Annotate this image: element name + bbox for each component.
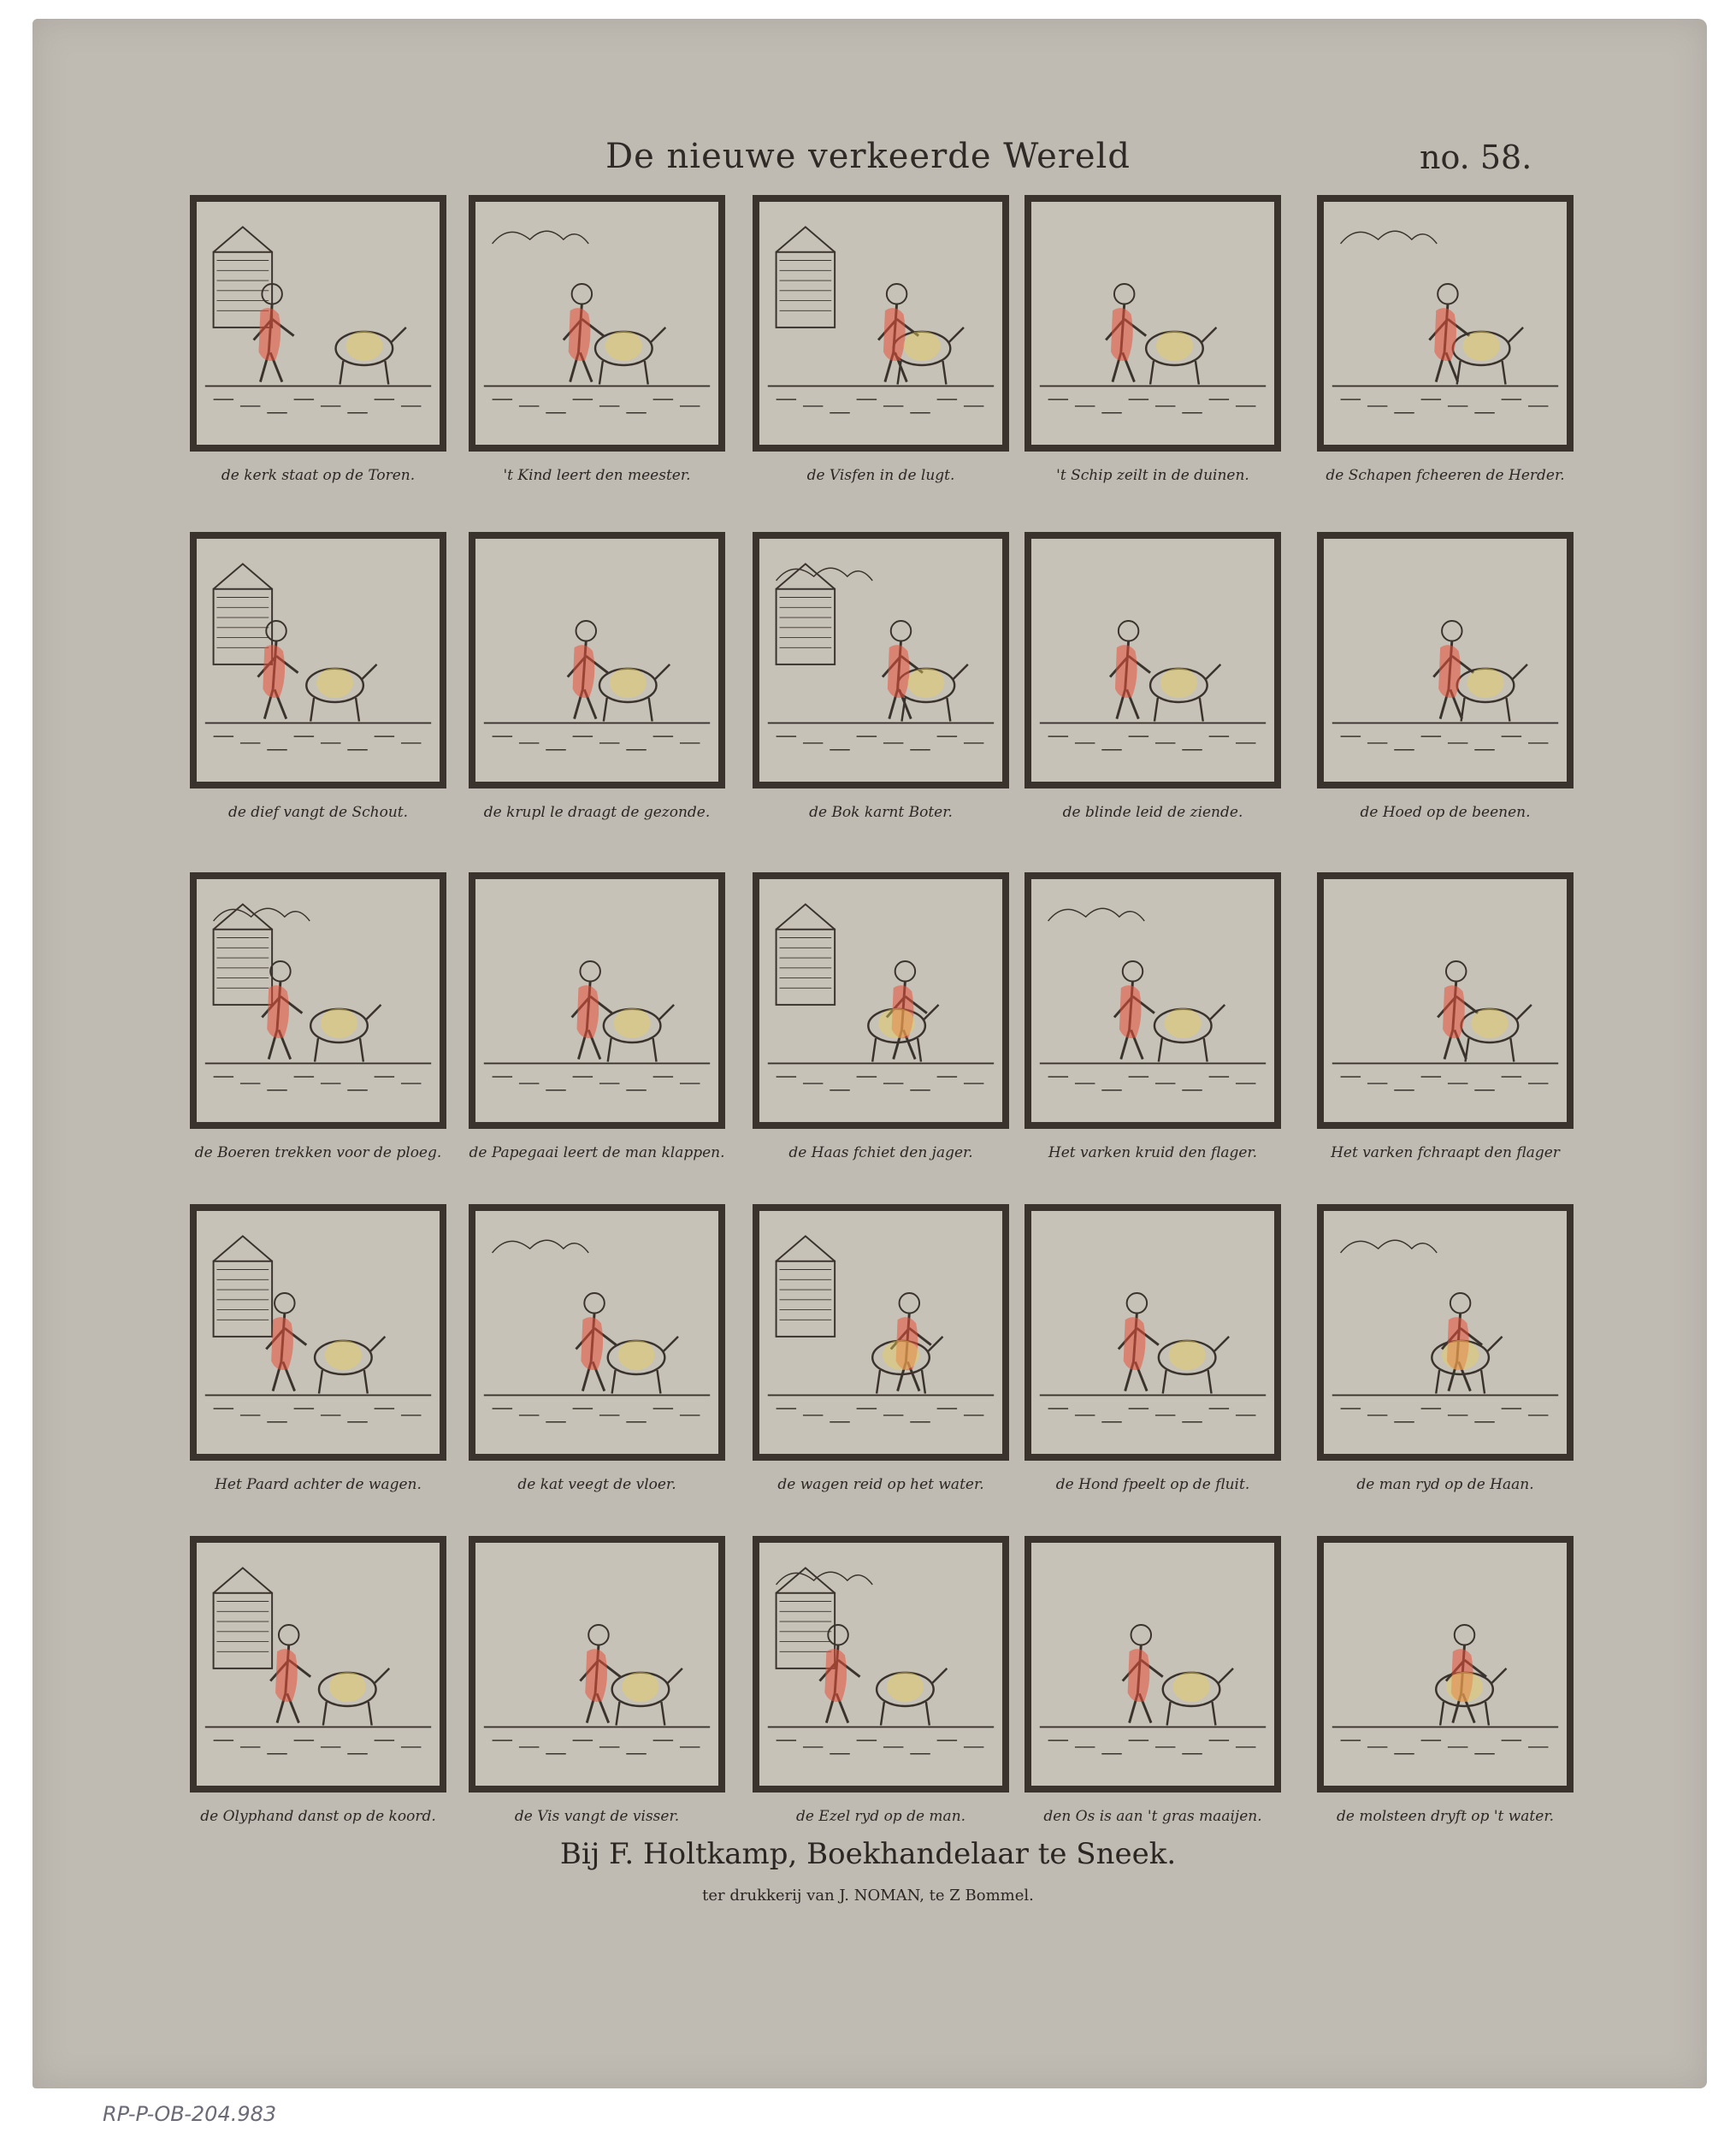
woodcut-panel xyxy=(753,1204,1009,1461)
woodcut-panel xyxy=(1317,532,1574,788)
panel-caption: de wagen reid op het water. xyxy=(777,1476,984,1493)
woodcut-illustration xyxy=(1324,202,1567,445)
panel-caption: de Vis vangt de visser. xyxy=(514,1808,680,1825)
woodcut-illustration xyxy=(759,1543,1002,1786)
woodcut-illustration xyxy=(475,539,718,782)
panel-caption: Het varken fchraapt den flager xyxy=(1331,1144,1560,1161)
woodcut-panel xyxy=(469,532,725,788)
woodcut-illustration xyxy=(1031,1543,1274,1786)
panel-caption: de Hoed op de beenen. xyxy=(1360,804,1531,821)
panel-caption: de Olyphand danst op de koord. xyxy=(200,1808,436,1825)
panel-caption: de molsteen dryft op 't water. xyxy=(1337,1808,1554,1825)
woodcut-illustration xyxy=(197,1211,440,1454)
woodcut-illustration xyxy=(475,1211,718,1454)
panel-caption: Het varken kruid den flager. xyxy=(1048,1144,1258,1161)
woodcut-panel xyxy=(469,872,725,1129)
inventory-number: RP-P-OB-204.983 xyxy=(103,2102,277,2126)
panel-caption: de Ezel ryd op de man. xyxy=(795,1808,966,1825)
woodcut-panel xyxy=(190,532,446,788)
panel-caption: de Bok karnt Boter. xyxy=(809,804,953,821)
panel-caption: 't Kind leert den meester. xyxy=(503,467,691,484)
woodcut-panel xyxy=(753,532,1009,788)
panel-caption: de Hond fpeelt op de fluit. xyxy=(1055,1476,1250,1493)
woodcut-illustration xyxy=(1031,879,1274,1122)
woodcut-panel xyxy=(1024,1536,1281,1792)
woodcut-panel xyxy=(469,195,725,452)
woodcut-panel xyxy=(1317,1536,1574,1792)
woodcut-illustration xyxy=(1031,1211,1274,1454)
panel-caption: de kerk staat op de Toren. xyxy=(221,467,416,484)
publisher-line: Bij F. Holtkamp, Boekhandelaar te Sneek. xyxy=(559,1837,1177,1871)
panel-caption: de krupl le draagt de gezonde. xyxy=(483,804,711,821)
printer-line: ter drukkerij van J. NOMAN, te Z Bommel. xyxy=(702,1887,1034,1905)
woodcut-illustration xyxy=(197,202,440,445)
woodcut-illustration xyxy=(475,1543,718,1786)
panel-caption: Het Paard achter de wagen. xyxy=(215,1476,422,1493)
woodcut-illustration xyxy=(1031,539,1274,782)
panel-caption: den Os is aan 't gras maaijen. xyxy=(1043,1808,1262,1825)
woodcut-illustration xyxy=(759,879,1002,1122)
woodcut-panel xyxy=(753,195,1009,452)
woodcut-illustration xyxy=(759,202,1002,445)
panel-caption: de Papegaai leert de man klappen. xyxy=(469,1144,725,1161)
woodcut-panel xyxy=(1024,532,1281,788)
panel-caption: de blinde leid de ziende. xyxy=(1062,804,1243,821)
woodcut-illustration xyxy=(197,879,440,1122)
woodcut-panel xyxy=(190,195,446,452)
woodcut-panel xyxy=(1317,872,1574,1129)
woodcut-panel xyxy=(190,872,446,1129)
panel-caption: de man ryd op de Haan. xyxy=(1356,1476,1534,1493)
woodcut-panel xyxy=(190,1204,446,1461)
woodcut-illustration xyxy=(1324,539,1567,782)
woodcut-panel xyxy=(469,1204,725,1461)
woodcut-illustration xyxy=(759,539,1002,782)
panel-caption: de Boeren trekken voor de ploeg. xyxy=(194,1144,442,1161)
panel-caption: de Visfen in de lugt. xyxy=(806,467,955,484)
panel-caption: de Haas fchiet den jager. xyxy=(788,1144,973,1161)
woodcut-panel xyxy=(1024,1204,1281,1461)
woodcut-panel xyxy=(1317,195,1574,452)
woodcut-illustration xyxy=(759,1211,1002,1454)
woodcut-illustration xyxy=(1324,879,1567,1122)
woodcut-panel xyxy=(753,872,1009,1129)
woodcut-illustration xyxy=(197,539,440,782)
woodcut-illustration xyxy=(1324,1211,1567,1454)
woodcut-illustration xyxy=(197,1543,440,1786)
woodcut-panel xyxy=(1317,1204,1574,1461)
woodcut-panel xyxy=(469,1536,725,1792)
panel-caption: 't Schip zeilt in de duinen. xyxy=(1056,467,1249,484)
sheet-title: De nieuwe verkeerde Wereld xyxy=(605,137,1131,176)
woodcut-panel xyxy=(1024,195,1281,452)
woodcut-illustration xyxy=(475,879,718,1122)
woodcut-illustration xyxy=(475,202,718,445)
woodcut-panel xyxy=(190,1536,446,1792)
woodcut-panel xyxy=(753,1536,1009,1792)
sheet-number: no. 58. xyxy=(1420,139,1532,176)
panel-caption: de kat veegt de vloer. xyxy=(517,1476,676,1493)
woodcut-panel xyxy=(1024,872,1281,1129)
panel-caption: de Schapen fcheeren de Herder. xyxy=(1326,467,1565,484)
panel-caption: de dief vangt de Schout. xyxy=(227,804,409,821)
woodcut-illustration xyxy=(1031,202,1274,445)
woodcut-illustration xyxy=(1324,1543,1567,1786)
